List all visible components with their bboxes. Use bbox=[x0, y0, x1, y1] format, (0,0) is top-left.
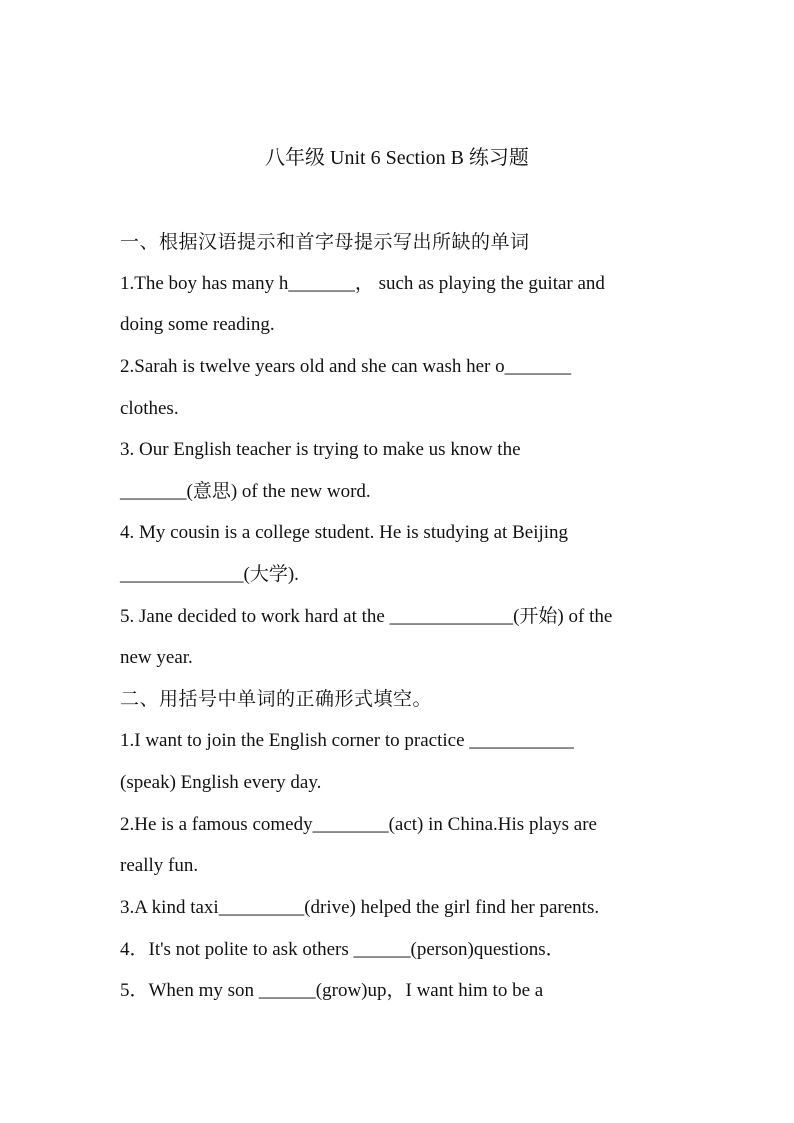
s1-question2-line2: clothes. bbox=[120, 398, 179, 419]
s1-question5-line2: new year. bbox=[120, 647, 193, 668]
section2-heading: 二、用括号中单词的正确形式填空。 bbox=[120, 689, 433, 710]
s2-question4-line1: 4．It's not polite to ask others ______(person)questions． bbox=[120, 939, 565, 960]
s1-question1-line1: 1.The boy has many h_______， such as playing the guitar and bbox=[120, 273, 605, 294]
s1-question2-line1: 2.Sarah is twelve years old and she can wash her o_______ bbox=[120, 356, 572, 377]
s2-question1-line2: (speak) English every day. bbox=[120, 772, 322, 793]
s1-question4-line1: 4. My cousin is a college student. He is studying at Beijing bbox=[120, 522, 569, 543]
s2-question1-line1: 1.I want to join the English corner to practice ___________ bbox=[120, 730, 574, 751]
section1-heading: 一、根据汉语提示和首字母提示写出所缺的单词 bbox=[120, 232, 530, 253]
s2-question2-line1: 2.He is a famous comedy________(act) in China.His plays are bbox=[120, 814, 597, 835]
s1-question4-line2: _____________(大学). bbox=[120, 564, 299, 585]
s1-question5-line1: 5. Jane decided to work hard at the _____________(开始) of the bbox=[120, 606, 613, 627]
s2-question5-line1: 5．When my son ______(grow)up，I want him to be a bbox=[120, 980, 544, 1001]
s1-question3-line1: 3. Our English teacher is trying to make us know the bbox=[120, 439, 521, 460]
s1-question1-line2: doing some reading. bbox=[120, 314, 275, 335]
page-title: 八年级 Unit 6 Section B 练习题 bbox=[265, 147, 529, 169]
s1-question3-line2: _______(意思) of the new word. bbox=[120, 481, 371, 502]
s2-question3-line1: 3.A kind taxi_________(drive) helped the girl find her parents. bbox=[120, 897, 600, 918]
s2-question2-line2: really fun. bbox=[120, 855, 199, 876]
